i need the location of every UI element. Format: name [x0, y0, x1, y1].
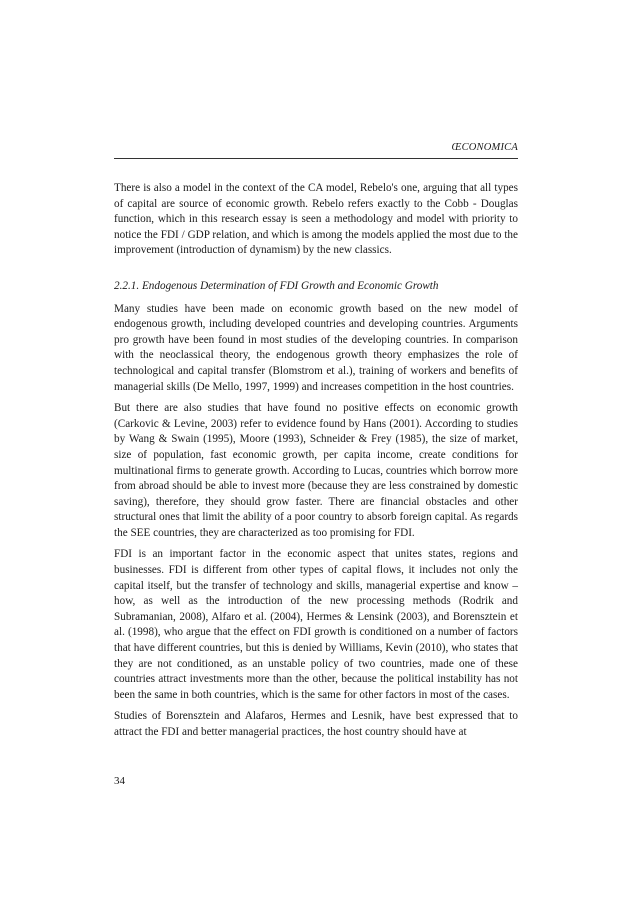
section-heading: 2.2.1. Endogenous Determination of FDI Growth and Economic Growth [114, 279, 439, 292]
paragraph-fdi-factor: FDI is an important factor in the economic aspect that unites states, regions and businesses. FDI is different from other types of capital flows, it includes not only the capital itself, but the transfer of technology and skills, managerial expertise and know – how, as well as the introduction of the new processing methods (Rodrik and Subramanian, 2008), Alfaro et al. (2004), Hermes & Lensink (2003), and Borensztein et al. (1998), who argue that the effect on FDI growth is conditioned on a number of factors that have different countries, but this is denied by Williams, Kevin (2010), who states that they are not conditioned, as an unstable policy of two countries, made one of these countries attract investments more than the other, because the political instability has not been the same in both countries, which is the same for other factors in most of the cases. [114, 548, 518, 701]
paragraph-endogenous-growth: Many studies have been made on economic growth based on the new model of endogenous growth, including developed countries and developing countries. Arguments pro growth have been found in most studies of the developing countries. In comparison with the neoclassical theory, the endogenous growth theory emphasizes the role of technological and capital transfer (Blomstrom et al.), training of workers and benefits of managerial skills (De Mello, 1997, 1999) and increases competition in the host countries. [114, 302, 518, 393]
running-header-journal-title: ŒCONOMICA [451, 142, 518, 153]
body-text [114, 181, 518, 747]
paragraph-intro: There is also a model in the context of the CA model, Rebelo's one, arguing that all types of capital are source of economic growth. Rebelo refers exactly to the Cobb - Douglas function, which in this research essay is seen a methodology and model with priority to notice the FDI / GDP relation, and which is among the models applied the most due to the improvement (introduction of dynamism) by the new classics. [114, 182, 518, 257]
paragraph-no-positive-effects: But there are also studies that have found no positive effects on economic growth (Carkovic & Levine, 2003) refer to evidence found by Hans (2001). According to studies by Wang & Swain (1995), Moore (1993), Schneider & Frey (1985), the size of market, size of population, fast economic growth, per capita income, create conditions for multinational firms to generate growth. According to Lucas, countries which borrow more from abroad should be able to invest more (because they are less constrained by domestic saving), therefore, they should grow faster. There are financial obstacles and other structural ones that limit the ability of a poor country to absorb foreign capital. As regards the SEE countries, they are characterized as too promising for FDI. [114, 402, 518, 539]
page-number: 34 [114, 775, 125, 787]
header-rule [114, 158, 518, 159]
paragraph-studies-borensztein: Studies of Borensztein and Alafaros, Hermes and Lesnik, have best expressed that to attract the FDI and better managerial practices, the host country should have at [114, 710, 518, 738]
